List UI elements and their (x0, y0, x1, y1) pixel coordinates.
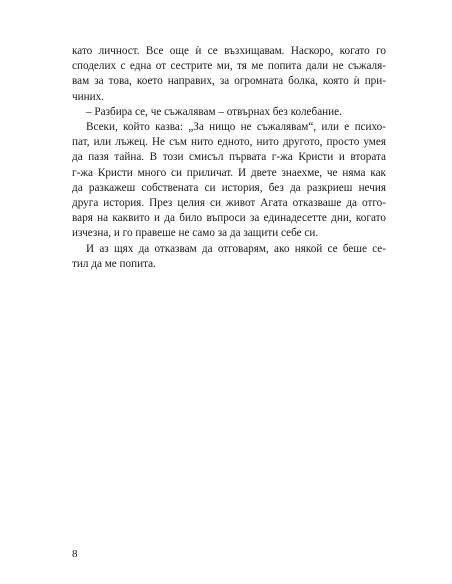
page-number: 8 (72, 548, 78, 560)
paragraph-4 (72, 242, 386, 272)
text-line: И аз щях да отказвам да отговарям, ако някой се беше се- (86, 242, 386, 255)
text-line: тил да ме попита. (72, 257, 156, 270)
text-line: г-жа Кристи много си приличат. И двете знаехме, че няма как (72, 166, 386, 179)
text-line: споделих с една от сестрите ми, тя ме попита дали не съжаля- (72, 60, 386, 73)
paragraph-2 (72, 105, 386, 120)
text-line: – Разбира се, че съжалявам – отвърнах без колебание. (86, 105, 342, 118)
paragraph-3 (72, 120, 386, 242)
text-line: пат, или лъжец. Не съм нито едното, нито другото, просто умея (72, 136, 386, 149)
text-line: друга история. През целия си живот Агата отказваше да отго- (72, 197, 386, 210)
text-line: вам за това, което направих, за огромната болка, която ѝ при- (72, 75, 386, 88)
text-line: като личност. Все още ѝ се възхищавам. Наскоро, когато го (72, 45, 386, 57)
text-line: да разкажеш собствената си история, без да разкриеш нечия (72, 181, 386, 194)
text-line: чиних. (72, 90, 104, 103)
text-line: Всеки, който казва: „За нищо не съжалявам“, или е психо- (86, 121, 386, 134)
paragraph-1 (72, 44, 386, 105)
text-line: варя на каквито и да било въпроси за единадесетте дни, когато (72, 212, 386, 225)
text-line: изчезна, и го правеше не само за да защити себе си. (72, 227, 319, 240)
body-text (72, 44, 386, 272)
text-line: да пазя тайна. В този смисъл първата г-жа Кристи и втората (72, 151, 386, 164)
